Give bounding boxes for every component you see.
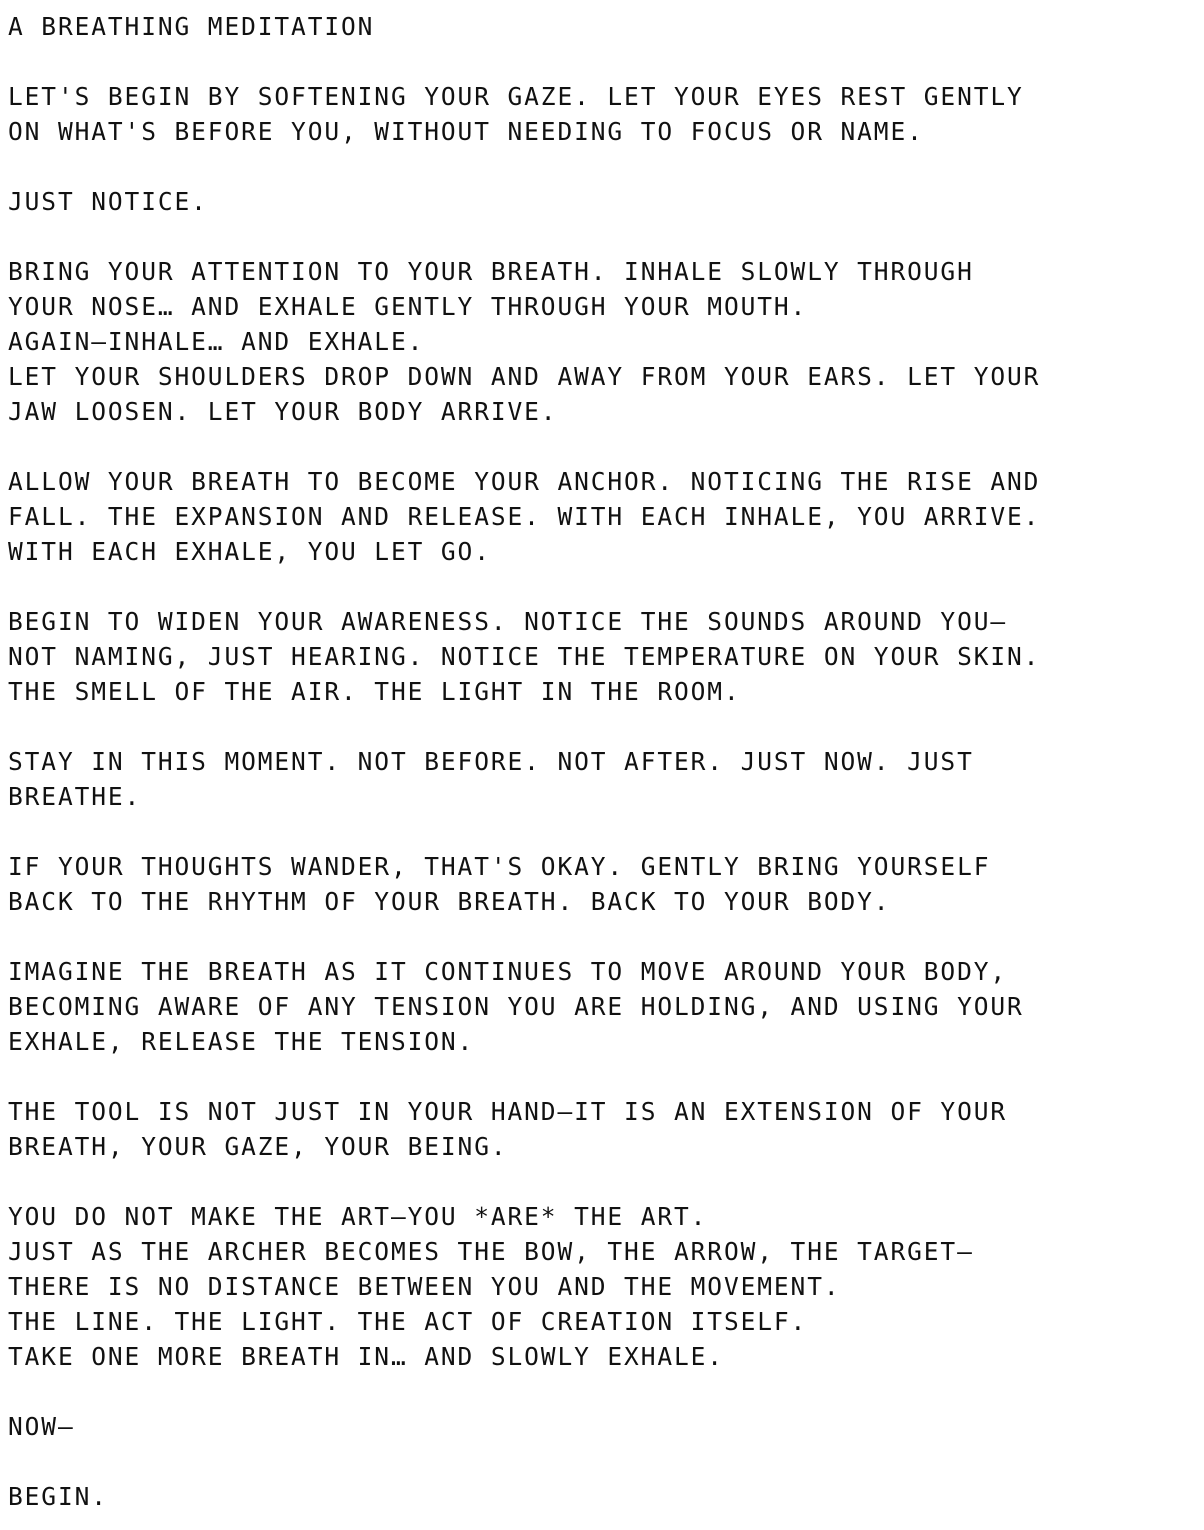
text-line: BECOMING AWARE OF ANY TENSION YOU ARE HOLDING, AND USING YOUR (8, 992, 1024, 1021)
paragraph-thoughts-wander (8, 849, 1204, 919)
text-line: BREATH, YOUR GAZE, YOUR BEING. (8, 1132, 508, 1161)
text-line: JUST AS THE ARCHER BECOMES THE BOW, THE ARROW, THE TARGET— (8, 1237, 974, 1266)
text-line: ON WHAT'S BEFORE YOU, WITHOUT NEEDING TO FOCUS OR NAME. (8, 117, 924, 146)
text-line: BEGIN. (8, 1482, 108, 1511)
paragraph-begin (8, 1479, 1204, 1514)
text-line: JUST NOTICE. (8, 187, 208, 216)
text-line: THE TOOL IS NOT JUST IN YOUR HAND—IT IS AN EXTENSION OF YOUR (8, 1097, 1008, 1126)
text-line: NOT NAMING, JUST HEARING. NOTICE THE TEMPERATURE ON YOUR SKIN. (8, 642, 1041, 671)
text-line: YOUR NOSE… AND EXHALE GENTLY THROUGH YOUR MOUTH. (8, 292, 808, 321)
text-line: BRING YOUR ATTENTION TO YOUR BREATH. INHALE SLOWLY THROUGH (8, 257, 974, 286)
text-line: EXHALE, RELEASE THE TENSION. (8, 1027, 475, 1056)
paragraph-gap (8, 219, 1204, 254)
text-line: LET'S BEGIN BY SOFTENING YOUR GAZE. LET YOUR EYES REST GENTLY (8, 82, 1024, 111)
text-line: NOW— (8, 1412, 75, 1441)
paragraph-gap (8, 569, 1204, 604)
paragraph-anchor (8, 464, 1204, 569)
text-line: IF YOUR THOUGHTS WANDER, THAT'S OKAY. GENTLY BRING YOURSELF (8, 852, 991, 881)
paragraph-now (8, 1409, 1204, 1444)
paragraph-attention-breath (8, 254, 1204, 429)
text-line: THERE IS NO DISTANCE BETWEEN YOU AND THE MOVEMENT. (8, 1272, 841, 1301)
text-line: FALL. THE EXPANSION AND RELEASE. WITH EACH INHALE, YOU ARRIVE. (8, 502, 1041, 531)
paragraph-gap (8, 709, 1204, 744)
paragraph-gap (8, 919, 1204, 954)
paragraph-gap (8, 1444, 1204, 1479)
text-line: STAY IN THIS MOMENT. NOT BEFORE. NOT AFTER. JUST NOW. JUST (8, 747, 974, 776)
text-line: BREATHE. (8, 782, 142, 811)
paragraph-you-are-the-art (8, 1199, 1204, 1374)
text-line: AGAIN—INHALE… AND EXHALE. (8, 327, 425, 356)
text-line: LET YOUR SHOULDERS DROP DOWN AND AWAY FROM YOUR EARS. LET YOUR (8, 362, 1041, 391)
paragraph-stay-moment (8, 744, 1204, 814)
paragraph-gap (8, 149, 1204, 184)
paragraph-tool (8, 1094, 1204, 1164)
text-line: BEGIN TO WIDEN YOUR AWARENESS. NOTICE THE SOUNDS AROUND YOU— (8, 607, 1008, 636)
paragraph-release-tension (8, 954, 1204, 1059)
text-line: IMAGINE THE BREATH AS IT CONTINUES TO MOVE AROUND YOUR BODY, (8, 957, 1008, 986)
text-line: TAKE ONE MORE BREATH IN… AND SLOWLY EXHALE. (8, 1342, 724, 1371)
text-line: WITH EACH EXHALE, YOU LET GO. (8, 537, 491, 566)
paragraph-soften-gaze (8, 79, 1204, 149)
document-title: A BREATHING MEDITATION (8, 12, 375, 41)
text-line: BACK TO THE RHYTHM OF YOUR BREATH. BACK TO YOUR BODY. (8, 887, 891, 916)
paragraph-awareness (8, 604, 1204, 709)
paragraph-gap (8, 429, 1204, 464)
text-line: THE LINE. THE LIGHT. THE ACT OF CREATION ITSELF. (8, 1307, 808, 1336)
paragraph-gap (8, 1059, 1204, 1094)
text-line: ALLOW YOUR BREATH TO BECOME YOUR ANCHOR. NOTICING THE RISE AND (8, 467, 1041, 496)
paragraph-gap (8, 1374, 1204, 1409)
paragraph-gap (8, 1164, 1204, 1199)
text-line: THE SMELL OF THE AIR. THE LIGHT IN THE ROOM. (8, 677, 741, 706)
paragraph-gap (8, 814, 1204, 849)
text-line: JAW LOOSEN. LET YOUR BODY ARRIVE. (8, 397, 558, 426)
text-line: YOU DO NOT MAKE THE ART—YOU *ARE* THE ART. (8, 1202, 708, 1231)
paragraph-gap (8, 44, 1204, 79)
paragraph-just-notice (8, 184, 1204, 219)
